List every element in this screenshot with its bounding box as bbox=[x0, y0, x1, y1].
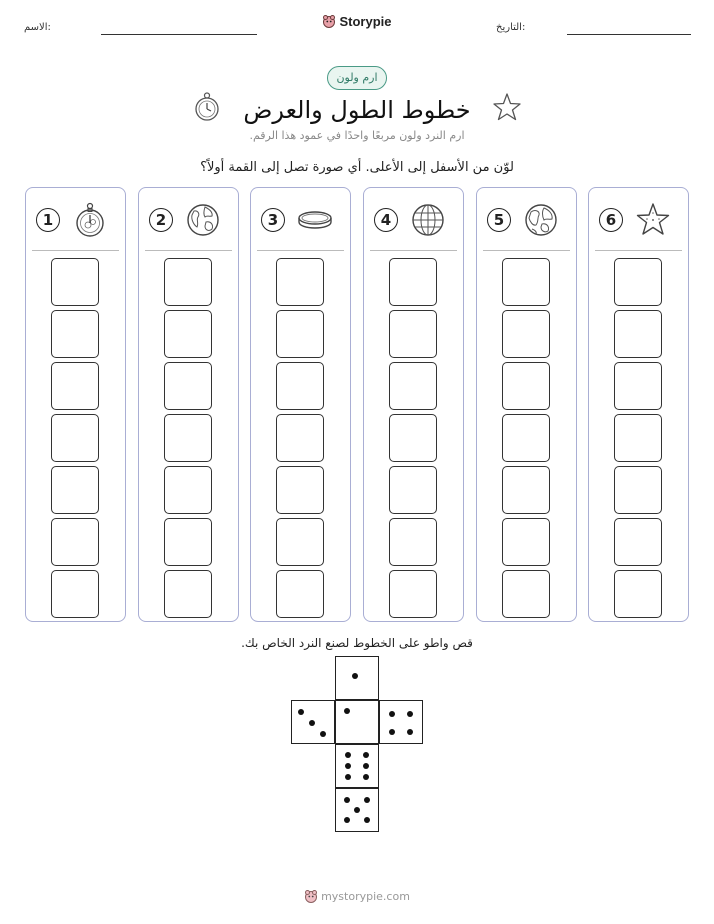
color-box[interactable] bbox=[502, 570, 550, 618]
column-number: 1 bbox=[36, 208, 60, 232]
color-box[interactable] bbox=[164, 258, 212, 306]
color-box[interactable] bbox=[502, 310, 550, 358]
dice-face-one-top bbox=[335, 656, 379, 700]
cut-instruction: قص واطو على الخطوط لصنع النرد الخاص بك. bbox=[241, 636, 473, 650]
name-line[interactable] bbox=[101, 34, 257, 35]
color-box[interactable] bbox=[502, 362, 550, 410]
column-number: 5 bbox=[487, 208, 511, 232]
pip bbox=[407, 711, 413, 717]
color-box[interactable] bbox=[51, 414, 99, 462]
page-title-row bbox=[0, 92, 714, 128]
color-box[interactable] bbox=[276, 362, 324, 410]
color-box[interactable] bbox=[276, 466, 324, 514]
color-box[interactable] bbox=[502, 518, 550, 566]
pip bbox=[345, 752, 351, 758]
color-box[interactable] bbox=[51, 362, 99, 410]
color-box[interactable] bbox=[51, 466, 99, 514]
header-divider bbox=[483, 250, 570, 251]
color-box[interactable] bbox=[614, 570, 662, 618]
pip bbox=[298, 709, 304, 715]
color-box[interactable] bbox=[614, 518, 662, 566]
coloring-instruction: لوّن من الأسفل إلى الأعلى. أي صورة تصل إلى القمة أولاً؟ bbox=[200, 160, 514, 175]
brand-logo bbox=[0, 14, 714, 29]
color-box[interactable] bbox=[276, 570, 324, 618]
color-box[interactable] bbox=[276, 414, 324, 462]
pip bbox=[363, 774, 369, 780]
wireframe-globe-icon bbox=[410, 202, 446, 238]
starfish-icon bbox=[492, 92, 522, 122]
date-label: التاريخ: bbox=[496, 22, 526, 33]
pip bbox=[352, 673, 358, 679]
color-box[interactable] bbox=[164, 570, 212, 618]
color-box[interactable] bbox=[614, 258, 662, 306]
pip bbox=[344, 708, 350, 714]
color-box[interactable] bbox=[614, 466, 662, 514]
pip bbox=[344, 797, 350, 803]
column-6 bbox=[588, 187, 689, 622]
ring-icon bbox=[297, 202, 333, 238]
color-box[interactable] bbox=[276, 518, 324, 566]
color-box[interactable] bbox=[389, 310, 437, 358]
color-box[interactable] bbox=[164, 466, 212, 514]
color-box[interactable] bbox=[389, 518, 437, 566]
header-divider bbox=[32, 250, 119, 251]
color-box[interactable] bbox=[502, 258, 550, 306]
pip bbox=[389, 729, 395, 735]
pip bbox=[363, 763, 369, 769]
pip bbox=[354, 807, 360, 813]
pip bbox=[363, 752, 369, 758]
brand-name: Storypie bbox=[339, 14, 392, 29]
pip bbox=[345, 774, 351, 780]
storypie-mascot-icon bbox=[304, 889, 318, 903]
storypie-mascot-icon bbox=[322, 14, 336, 28]
globe-earth-icon bbox=[523, 202, 559, 238]
pip bbox=[407, 729, 413, 735]
activity-badge: ارم ولون bbox=[327, 66, 387, 90]
globe-earth-icon bbox=[185, 202, 221, 238]
header-divider bbox=[257, 250, 344, 251]
pip bbox=[389, 711, 395, 717]
color-box[interactable] bbox=[389, 570, 437, 618]
footer-url[interactable]: mystorypie.com bbox=[321, 890, 410, 903]
color-box[interactable] bbox=[276, 310, 324, 358]
column-5 bbox=[476, 187, 577, 622]
color-box[interactable] bbox=[164, 414, 212, 462]
page-subtitle: ارم النرد ولون مربعًا واحدًا في عمود هذا الرقم. bbox=[249, 129, 465, 142]
pip bbox=[345, 763, 351, 769]
column-number: 3 bbox=[261, 208, 285, 232]
color-box[interactable] bbox=[164, 362, 212, 410]
dice-face-one-center bbox=[335, 700, 379, 744]
header-divider bbox=[595, 250, 682, 251]
column-number: 4 bbox=[374, 208, 398, 232]
column-2 bbox=[138, 187, 239, 622]
pip bbox=[320, 731, 326, 737]
color-box[interactable] bbox=[614, 362, 662, 410]
color-box[interactable] bbox=[614, 310, 662, 358]
dice-face-four bbox=[379, 700, 423, 744]
color-box[interactable] bbox=[389, 362, 437, 410]
color-box[interactable] bbox=[389, 414, 437, 462]
pip bbox=[309, 720, 315, 726]
color-box[interactable] bbox=[51, 258, 99, 306]
date-line[interactable] bbox=[567, 34, 691, 35]
column-number: 6 bbox=[599, 208, 623, 232]
pocket-watch-icon bbox=[192, 92, 222, 122]
color-box[interactable] bbox=[164, 310, 212, 358]
color-box[interactable] bbox=[614, 414, 662, 462]
name-label: الاسم: bbox=[24, 22, 51, 33]
column-4 bbox=[363, 187, 464, 622]
starfish-icon bbox=[635, 202, 671, 238]
color-box[interactable] bbox=[502, 414, 550, 462]
header-divider bbox=[370, 250, 457, 251]
dice-face-six bbox=[335, 744, 379, 788]
column-number: 2 bbox=[149, 208, 173, 232]
color-box[interactable] bbox=[276, 258, 324, 306]
page-title: خطوط الطول والعرض bbox=[243, 96, 471, 124]
color-box[interactable] bbox=[164, 518, 212, 566]
color-box[interactable] bbox=[389, 466, 437, 514]
column-1 bbox=[25, 187, 126, 622]
header-divider bbox=[145, 250, 232, 251]
column-3 bbox=[250, 187, 351, 622]
color-box[interactable] bbox=[389, 258, 437, 306]
dice-face-three bbox=[291, 700, 335, 744]
pip bbox=[364, 797, 370, 803]
pocket-watch-icon bbox=[72, 202, 108, 238]
color-box[interactable] bbox=[51, 570, 99, 618]
dice-face-five bbox=[335, 788, 379, 832]
pip bbox=[364, 817, 370, 823]
color-box[interactable] bbox=[51, 518, 99, 566]
color-box[interactable] bbox=[51, 310, 99, 358]
pip bbox=[344, 817, 350, 823]
footer bbox=[0, 889, 714, 903]
color-box[interactable] bbox=[502, 466, 550, 514]
